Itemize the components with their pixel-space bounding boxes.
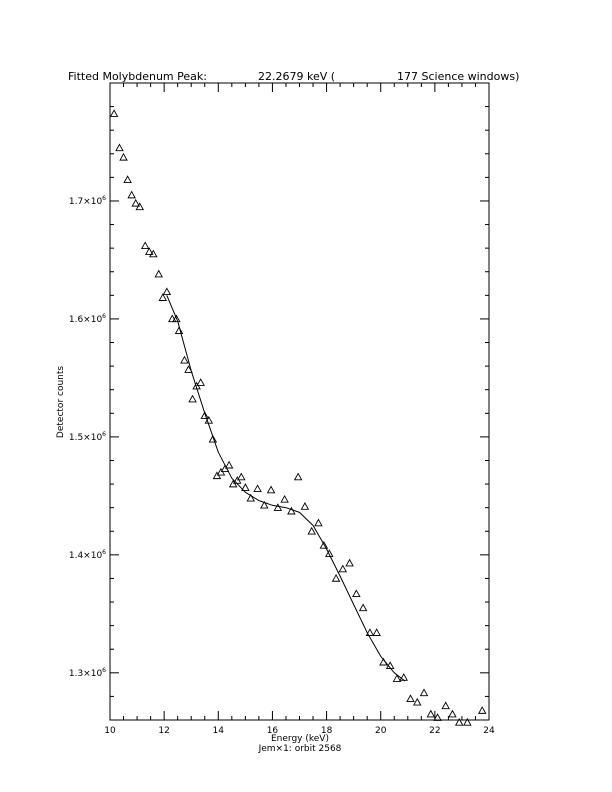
y-axis-label: Detector counts	[56, 365, 66, 439]
title-windows: 177 Science windows)	[397, 70, 520, 83]
y-tick-label: $1.4\times 10^6$	[68, 548, 106, 561]
x-tick-label: 18	[320, 726, 333, 736]
x-tick-label: 22	[429, 726, 441, 736]
y-tick-label: $1.3\times 10^6$	[68, 666, 106, 679]
title-label: Fitted Molybdenum Peak:	[68, 70, 207, 83]
y-tick-label: $1.6\times 10^6$	[68, 312, 106, 325]
x-tick-label: 14	[212, 726, 225, 736]
x-tick-label: 24	[483, 726, 495, 736]
x-axis-label: Energy (keV)	[271, 734, 329, 744]
x-tick-label: 16	[266, 726, 279, 736]
y-tick-label: $1.5\times 10^6$	[68, 430, 106, 443]
x-tick-label: 20	[374, 726, 387, 736]
plot-subtitle: Jem×1: orbit 2568	[258, 744, 342, 754]
y-tick-label: $1.7\times 10^6$	[68, 194, 106, 207]
x-tick-label: 12	[158, 726, 170, 736]
x-tick-label: 10	[104, 726, 116, 736]
title-value: 22.2679 keV (	[258, 70, 336, 83]
